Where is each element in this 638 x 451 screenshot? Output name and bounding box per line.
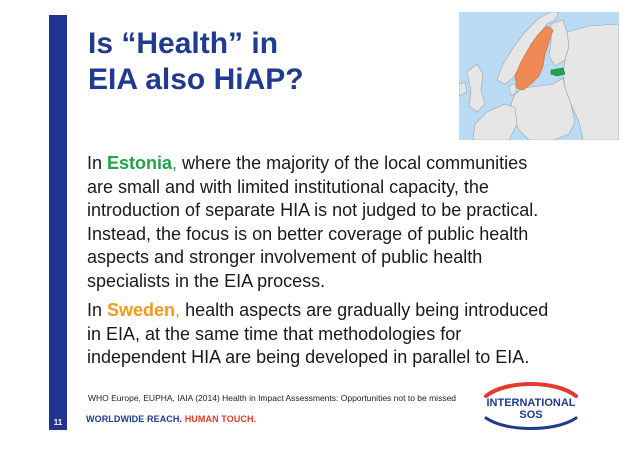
page-number: 11 <box>53 418 63 427</box>
slide-title <box>88 26 304 98</box>
sweden-comma: , <box>175 300 181 320</box>
europe-map-icon <box>459 12 619 140</box>
paragraph-sweden <box>87 299 557 370</box>
title-line-1: Is “Health” in <box>88 27 279 60</box>
estonia-highlight: Estonia <box>107 153 173 173</box>
paragraph-lead-text: In <box>87 300 108 320</box>
tagline-main: WORLDWIDE REACH. <box>86 414 185 424</box>
international-sos-logo-icon <box>482 382 580 430</box>
logo-wordmark-line2: SOS <box>519 409 543 421</box>
sweden-highlight: Sweden <box>107 300 176 320</box>
left-accent-bar <box>49 15 67 430</box>
paragraph-estonia <box>87 152 557 293</box>
paragraph-lead-text: In <box>87 153 108 173</box>
estonia-comma: , <box>172 153 178 173</box>
title-line-2: EIA also HiAP? <box>88 63 304 96</box>
paragraph-body-text: health aspects are gradually being introduced in EIA, at the same time that methodologies for independent HIA are being developed in parallel to EIA. <box>87 300 549 367</box>
source-citation: WHO Europe, EUPHA, IAIA (2014) Health in Impact Assessments: Opportunities not to be missed <box>88 393 457 403</box>
tagline-accent: HUMAN TOUCH. <box>184 414 257 424</box>
paragraph-body-text: where the majority of the local communities are small and with limited institutional capacity, the introduction of separate HIA is not judged to be practical. Instead, the focus is on better coverage of public health aspects and stronger involvement of public health specialists in the EIA process. <box>87 153 539 291</box>
logo-wordmark-line1: INTERNATIONAL <box>486 397 576 409</box>
footer-tagline <box>86 414 256 424</box>
slide-body <box>87 152 557 376</box>
